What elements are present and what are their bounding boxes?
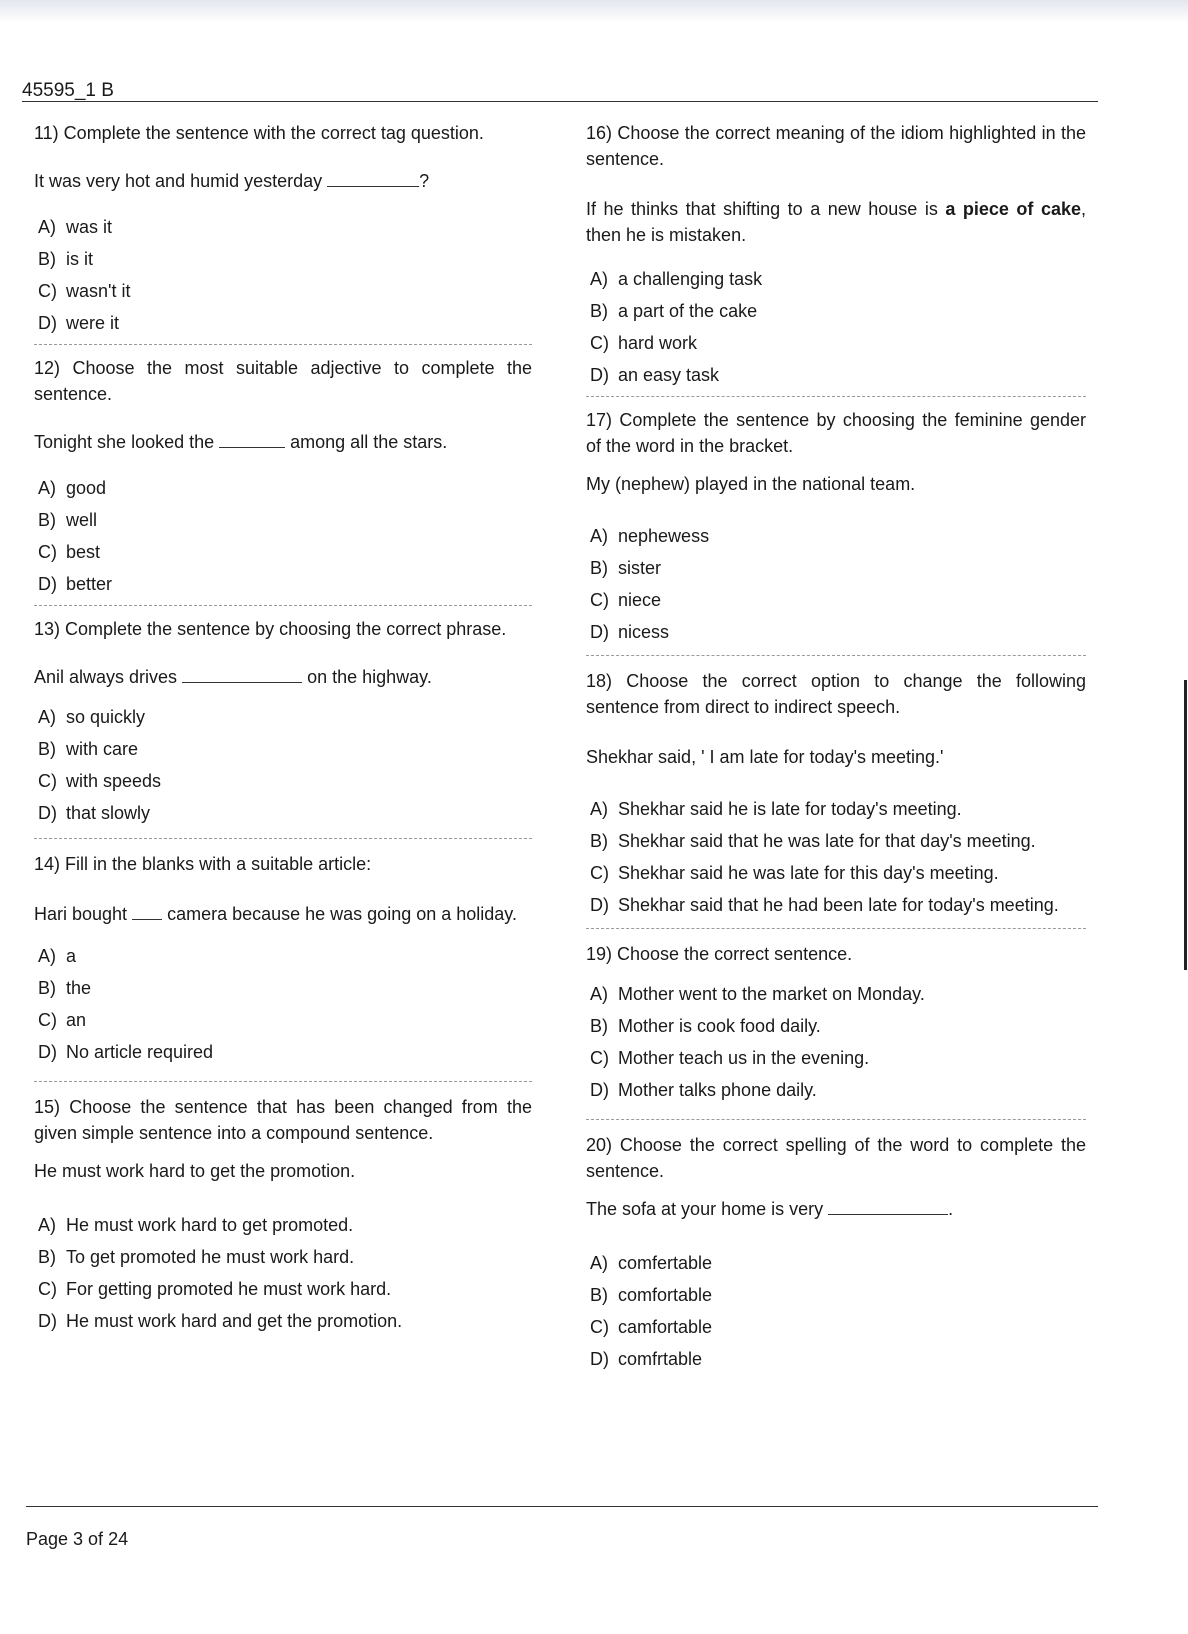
page-number: Page 3 of 24 xyxy=(26,1529,129,1549)
footer-divider xyxy=(26,1506,1098,1507)
option-d: D) No article required xyxy=(38,1042,214,1062)
question-14-sentence: Hari bought camera because he was going on a holiday. xyxy=(34,904,517,924)
question-12-options xyxy=(34,475,532,597)
question-17-title: 17) Complete the sentence by choosing the feminine gender of the word in the bracket. xyxy=(586,410,1086,456)
answer-blank xyxy=(132,903,162,920)
option-a: A) Mother went to the market on Monday. xyxy=(590,984,925,1004)
option-c: C) Shekhar said he was late for this day's meeting. xyxy=(590,863,999,883)
answer-blank xyxy=(219,431,285,448)
right-column xyxy=(586,120,1086,1378)
question-separator xyxy=(586,655,1086,656)
question-18 xyxy=(586,668,1086,918)
question-separator xyxy=(586,396,1086,397)
option-c: C) For getting promoted he must work hard. xyxy=(38,1279,392,1299)
question-14-options xyxy=(34,943,532,1065)
answer-blank xyxy=(182,666,302,683)
option-c: C) camfortable xyxy=(590,1317,713,1337)
option-d: D) were it xyxy=(38,313,120,333)
question-13-title: 13) Complete the sentence by choosing the correct phrase. xyxy=(34,619,507,639)
question-16-sentence: If he thinks that shifting to a new house is a piece of cake, then he is mistaken. xyxy=(586,199,1086,245)
option-d: D) Mother talks phone daily. xyxy=(590,1080,817,1100)
option-b: B) To get promoted he must work hard. xyxy=(38,1247,355,1267)
question-20-sentence: The sofa at your home is very . xyxy=(586,1199,954,1219)
question-17 xyxy=(586,407,1086,645)
question-15 xyxy=(34,1094,532,1334)
question-11-title: 11) Complete the sentence with the correct tag question. xyxy=(34,123,484,143)
question-20-title: 20) Choose the correct spelling of the word to complete the sentence. xyxy=(586,1135,1086,1181)
option-a: A) nephewess xyxy=(590,526,710,546)
question-11 xyxy=(34,120,532,336)
option-b: B) the xyxy=(38,978,92,998)
scan-edge-mark xyxy=(1184,680,1187,970)
option-c: C) wasn't it xyxy=(38,281,131,301)
question-15-options xyxy=(34,1212,532,1334)
left-column xyxy=(34,120,532,1340)
option-a: A) He must work hard to get promoted. xyxy=(38,1215,354,1235)
option-c: C) niece xyxy=(590,590,662,610)
question-19 xyxy=(586,941,1086,1103)
option-a: A) so quickly xyxy=(38,707,146,727)
option-a: A) a challenging task xyxy=(590,269,763,289)
question-separator xyxy=(34,344,532,345)
option-a: A) was it xyxy=(38,217,113,237)
question-13 xyxy=(34,616,532,826)
question-11-options xyxy=(34,214,532,336)
option-b: B) comfortable xyxy=(590,1285,713,1305)
option-b: B) Mother is cook food daily. xyxy=(590,1016,821,1036)
question-14 xyxy=(34,851,532,1065)
option-d: D) comfrtable xyxy=(590,1349,703,1369)
question-18-options xyxy=(586,796,1086,918)
answer-blank xyxy=(828,1198,948,1215)
question-14-title: 14) Fill in the blanks with a suitable article: xyxy=(34,854,372,874)
question-18-sentence: Shekhar said, ' I am late for today's meeting.' xyxy=(586,747,944,767)
option-d: D) He must work hard and get the promotion. xyxy=(38,1311,403,1331)
question-separator xyxy=(34,838,532,839)
option-b: B) with care xyxy=(38,739,139,759)
option-a: A) comfertable xyxy=(590,1253,713,1273)
scan-top-shade xyxy=(0,0,1188,22)
question-16 xyxy=(586,120,1086,388)
question-12 xyxy=(34,355,532,597)
option-c: C) with speeds xyxy=(38,771,162,791)
question-19-options xyxy=(586,981,1086,1103)
option-d: D) Shekhar said that he had been late for today's meeting. xyxy=(590,895,1059,915)
question-separator xyxy=(586,1119,1086,1120)
option-c: C) best xyxy=(38,542,101,562)
option-c: C) Mother teach us in the evening. xyxy=(590,1048,870,1068)
option-d: D) that slowly xyxy=(38,803,151,823)
paper-code: 45595_1 B xyxy=(22,80,114,101)
question-13-options xyxy=(34,704,532,826)
question-12-title: 12) Choose the most suitable adjective to complete the sentence. xyxy=(34,358,532,404)
question-16-options xyxy=(586,266,1086,388)
question-12-sentence: Tonight she looked the among all the stars. xyxy=(34,432,448,452)
option-c: C) an xyxy=(38,1010,87,1030)
option-a: A) good xyxy=(38,478,107,498)
question-17-sentence: My (nephew) played in the national team. xyxy=(586,474,916,494)
question-20-options xyxy=(586,1250,1086,1372)
option-d: D) an easy task xyxy=(590,365,720,385)
option-a: A) Shekhar said he is late for today's meeting. xyxy=(590,799,962,819)
option-a: A) a xyxy=(38,946,77,966)
option-b: B) is it xyxy=(38,249,93,269)
option-d: D) nicess xyxy=(590,622,670,642)
option-b: B) Shekhar said that he was late for that day's meeting. xyxy=(590,831,1036,851)
option-c: C) hard work xyxy=(590,333,698,353)
option-b: B) sister xyxy=(590,558,662,578)
question-17-options xyxy=(586,523,1086,645)
question-15-title: 15) Choose the sentence that has been changed from the given simple sentence into a compound sentence. xyxy=(34,1097,532,1143)
question-19-title: 19) Choose the correct sentence. xyxy=(586,944,853,964)
question-18-title: 18) Choose the correct option to change the following sentence from direct to indirect speech. xyxy=(586,671,1086,717)
question-16-title: 16) Choose the correct meaning of the idiom highlighted in the sentence. xyxy=(586,123,1086,169)
question-separator xyxy=(586,928,1086,929)
question-20 xyxy=(586,1132,1086,1372)
answer-blank xyxy=(327,170,419,187)
question-separator xyxy=(34,605,532,606)
question-13-sentence: Anil always drives on the highway. xyxy=(34,667,432,687)
option-d: D) better xyxy=(38,574,113,594)
question-15-sentence: He must work hard to get the promotion. xyxy=(34,1161,356,1181)
option-b: B) a part of the cake xyxy=(590,301,758,321)
highlighted-idiom: a piece of cake xyxy=(945,199,1081,219)
header-divider xyxy=(22,101,1098,102)
option-b: B) well xyxy=(38,510,98,530)
question-separator xyxy=(34,1081,532,1082)
question-11-sentence: It was very hot and humid yesterday ? xyxy=(34,171,430,191)
